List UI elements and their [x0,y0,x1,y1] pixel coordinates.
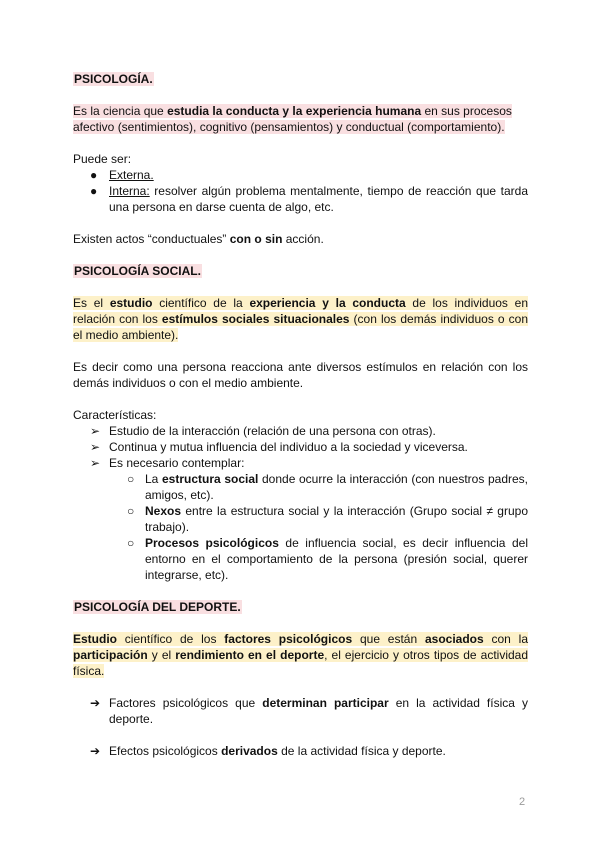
text-run: científico de los [117,632,225,646]
sub-list-item-estructura [145,471,528,503]
list-item-interna: Interna: resolver algún problema mentalmente, tiempo de reacción que tarda una persona en darse cuenta de algo, etc. [109,184,528,214]
arrow-bullet: ➢ [90,456,101,470]
text-run: Es necesario contemplar: [109,456,245,470]
list-item-factores [109,695,528,727]
text-run: en la actividad física y deporte. [109,696,528,726]
bold-text: participación [73,648,148,662]
paragraph-definicion-psicologia [73,103,528,135]
list-item [109,423,528,439]
text-run: Continua y mutua influencia del individuo a la sociedad y viceversa. [109,440,468,454]
sub-list-item-procesos [145,535,528,583]
bold-text: estudia la conducta y la experiencia humana [167,104,422,118]
paragraph-actos [73,231,528,247]
paragraph-definicion-social [73,295,528,343]
bold-text: Estudio [73,632,117,646]
highlighted-definition [73,104,512,134]
arrow-bullet: ➢ [90,440,101,454]
text-run: donde ocurre la interacción (con nuestros padres, amigos, etc). [145,472,528,502]
text-run: y el [147,648,176,662]
bold-text: experiencia y la conducta [249,296,406,310]
arrow-bullet: ➔ [90,696,101,710]
text-run: La [145,472,162,486]
circle-bullet: ○ [127,504,135,518]
list-item [109,439,528,455]
paragraph-definicion-deporte [73,631,528,679]
text-run: con la [483,632,528,646]
highlighted-definition [73,296,528,342]
bold-text: rendimiento en el deporte [175,648,325,662]
bold-text: asociados [424,632,484,646]
circle-bullet: ○ [127,536,135,550]
arrow-bullet: ➔ [90,744,101,758]
bold-text: derivados [221,744,278,758]
highlighted-definition [73,632,528,678]
list-item-externa: Externa. [109,168,154,182]
list-item [109,455,528,471]
text-run: (con los demás individuos o con el medio ambiente). [73,312,528,342]
bold-text: factores psicológicos [224,632,353,646]
text-run: que están [352,632,425,646]
text-run: Es la ciencia que [73,104,168,118]
bold-text: estructura social [162,472,259,486]
text-run: de influencia social, es decir influencia del entorno en el comportamiento de la persona (presión social, querer integrarse, etc). [145,536,528,582]
list-item-efectos [109,743,528,759]
text-run: Estudio de la interacción (relación de una persona con otras). [109,424,436,438]
bold-text: determinan participar [262,696,389,710]
bold-text: Procesos psicológicos [145,536,279,550]
heading-psicologia-deporte: PSICOLOGÍA DEL DEPORTE. [74,600,241,614]
sub-list-item-nexos [145,503,528,535]
paragraph-puede-ser: Puede ser: [73,152,132,166]
page-number: 2 [519,796,526,808]
text-run: en sus procesos afectivo (sentimientos), cognitivo (pensamientos) y conductual (comportamiento). [73,104,512,134]
text-run: acción. [282,232,324,246]
heading-psicologia-social: PSICOLOGÍA SOCIAL. [74,264,201,278]
text-run: de la actividad física y deporte. [277,744,446,758]
text-run: científico de la [152,296,250,310]
heading-psicologia: PSICOLOGÍA. [74,72,153,86]
text-run: Existen actos “conductuales” [73,232,230,246]
bold-text: estímulos sociales situacionales [161,312,350,326]
bold-text: estudio [109,296,153,310]
bullet-dot: ● [90,168,98,182]
arrow-bullet: ➢ [90,424,101,438]
bold-text: Nexos [145,504,182,518]
circle-bullet: ○ [127,472,135,486]
text-run: Efectos psicológicos [109,744,222,758]
text-run: , el ejercicio y otros tipos de actividad física. [73,648,529,678]
bullet-dot: ● [90,184,98,198]
paragraph-es-decir: Es decir como una persona reacciona ante diversos estímulos en relación con los demás individuos o con el medio ambiente. [73,360,528,390]
text-run: Factores psicológicos que [109,696,263,710]
bold-text: con o sin [229,232,283,246]
text-run: entre la estructura social y la interacción (Grupo social ≠ grupo trabajo). [145,504,528,534]
text-run: Es el [73,296,110,310]
text-run: de los individuos en relación con los [73,296,528,326]
paragraph-caracteristicas: Características: [73,408,157,422]
